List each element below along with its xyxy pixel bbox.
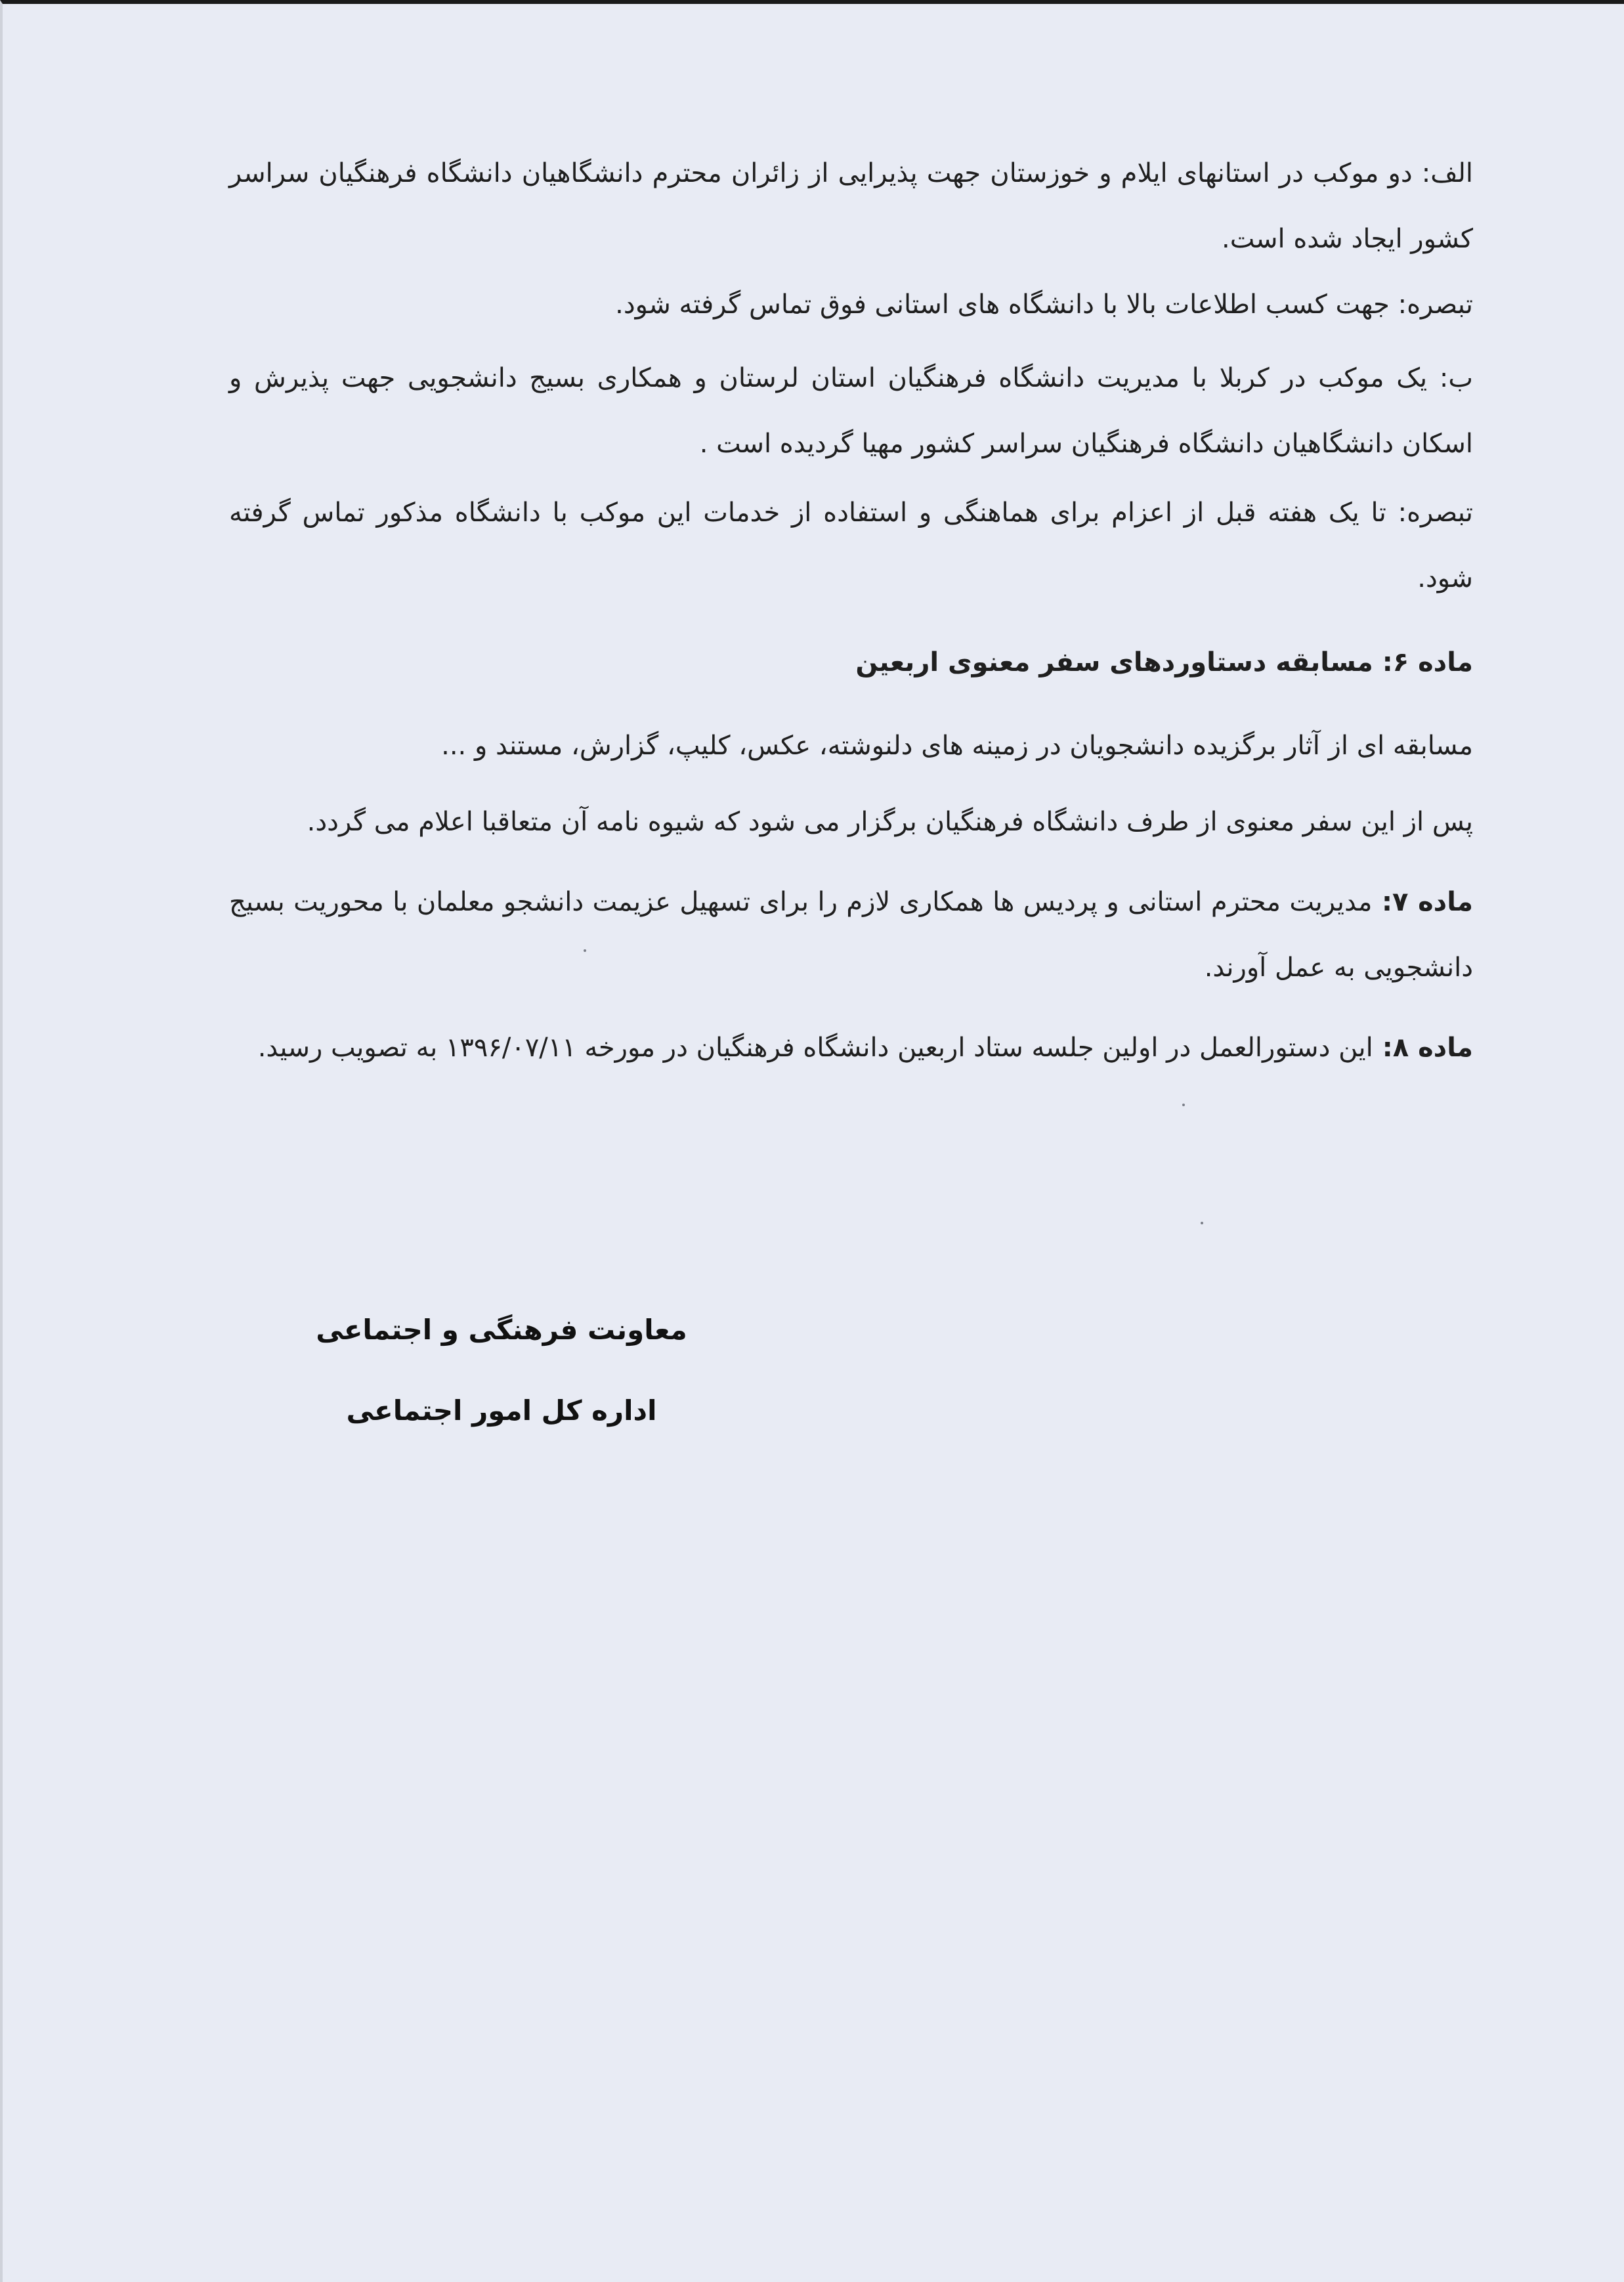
paragraph-contest bbox=[229, 713, 1473, 779]
article-label: ماده ۷: bbox=[1372, 887, 1473, 917]
paragraph-note-1 bbox=[229, 272, 1473, 337]
scan-speck bbox=[1182, 1104, 1185, 1106]
paragraph-text: ب: یک موکب در کربلا با مدیریت دانشگاه فرهنگیان استان لرستان و همکاری بسیج دانشجویی جهت پذیرش و اسکان دانشگاهیان دانشگاه فرهنگیان سراسر کشور مهیا گردیده است . bbox=[229, 363, 1473, 459]
article-text: مدیریت محترم استانی و پردیس ها همکاری لازم را برای تسهیل عزیمت دانشجو معلمان با محوریت بسیج دانشجویی به عمل آورند. bbox=[229, 887, 1473, 983]
paragraph-contest-2 bbox=[229, 789, 1473, 855]
paragraph-text: تبصره: تا یک هفته قبل از اعزام برای هماهنگی و استفاده از خدمات این موکب با دانشگاه مذکور تماس گرفته شود. bbox=[229, 498, 1473, 593]
paragraph-be bbox=[229, 345, 1473, 477]
article-title: مسابقه دستاوردهای سفر معنوی اربعین bbox=[855, 647, 1373, 678]
article-text: این دستورالعمل در اولین جلسه ستاد اربعین دانشگاه فرهنگیان در مورخه ۱۳۹۶/۰۷/۱۱ به تصویب رسید. bbox=[257, 1033, 1373, 1063]
article-8 bbox=[229, 1015, 1473, 1081]
signature-office-2: اداره کل امور اجتماعی bbox=[346, 1394, 657, 1427]
paragraph-alef bbox=[229, 140, 1473, 272]
article-label: ماده ۶: bbox=[1373, 647, 1473, 678]
paragraph-text: الف: دو موکب در استانهای ایلام و خوزستان جهت پذیرایی از زائران محترم دانشگاهیان دانشگاه فرهنگیان سراسر کشور ایجاد شده است. bbox=[229, 158, 1473, 254]
article-7 bbox=[229, 869, 1473, 1001]
paragraph-text: تبصره: جهت کسب اطلاعات بالا با دانشگاه های استانی فوق تماس گرفته شود. bbox=[615, 290, 1473, 320]
paragraph-text: پس از این سفر معنوی از طرف دانشگاه فرهنگیان برگزار می شود که شیوه نامه آن متعاقبا اعلام می گردد. bbox=[307, 807, 1473, 837]
article-label: ماده ۸: bbox=[1373, 1033, 1473, 1063]
signature-office-1: معاونت فرهنگی و اجتماعی bbox=[316, 1314, 687, 1346]
article-6-heading bbox=[229, 630, 1473, 695]
paragraph-text: مسابقه ای از آثار برگزیده دانشجویان در زمینه های دلنوشته، عکس، کلیپ، گزارش، مستند و ... bbox=[441, 731, 1473, 761]
scan-speck bbox=[584, 949, 586, 952]
paragraph-note-2 bbox=[229, 480, 1473, 611]
scan-speck bbox=[1201, 1222, 1203, 1224]
